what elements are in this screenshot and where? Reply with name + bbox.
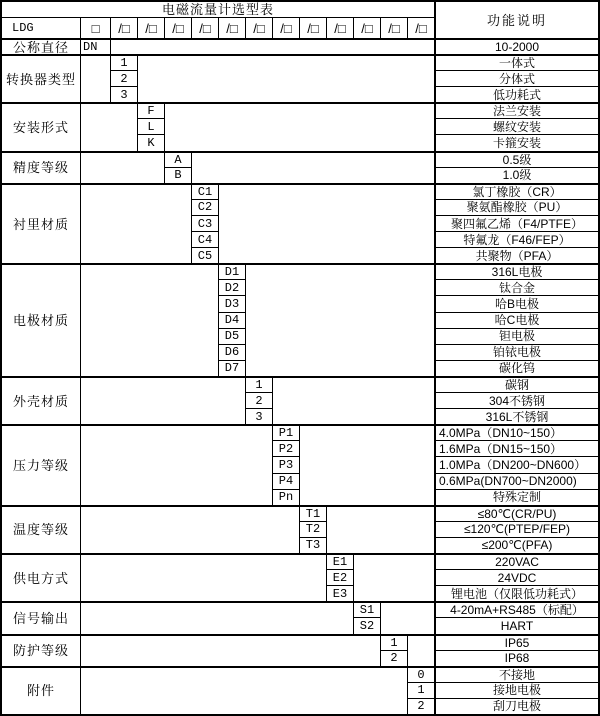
code-cell: T3	[299, 537, 326, 553]
model-code-box: /□	[407, 17, 434, 38]
spacer-cell	[80, 601, 353, 633]
code-cell: 2	[407, 698, 434, 714]
function-cell: 4-20mA+RS485（标配）	[434, 601, 598, 617]
code-cell: E3	[326, 585, 353, 601]
code-cell: 2	[110, 70, 137, 86]
spacer-cell	[245, 263, 434, 376]
category-label: 转换器类型	[2, 54, 80, 102]
model-code-box: /□	[353, 17, 380, 38]
code-cell: 1	[380, 634, 407, 650]
function-cell: 一体式	[434, 54, 598, 70]
category-label: 附件	[2, 666, 80, 714]
function-cell: ≤80℃(CR/PU)	[434, 505, 598, 521]
code-cell: E2	[326, 569, 353, 585]
model-prefix: LDG	[2, 17, 80, 38]
code-cell: D4	[218, 312, 245, 328]
function-cell: 氯丁橡胶（CR）	[434, 183, 598, 199]
model-code-box: /□	[110, 17, 137, 38]
function-cell: 聚四氟乙烯（F4/PTFE）	[434, 215, 598, 231]
function-cell: 接地电极	[434, 682, 598, 698]
code-cell: D5	[218, 328, 245, 344]
function-cell: IP68	[434, 650, 598, 666]
function-cell: 聚氨酯橡胶（PU）	[434, 199, 598, 215]
spacer-cell	[326, 505, 434, 553]
function-cell: 304不锈钢	[434, 392, 598, 408]
model-code-box: /□	[272, 17, 299, 38]
spacer-cell	[80, 634, 380, 666]
code-cell: T2	[299, 521, 326, 537]
function-cell: 220VAC	[434, 553, 598, 569]
code-cell: C3	[191, 215, 218, 231]
function-cell: ≤120℃(PTEP/FEP)	[434, 521, 598, 537]
spacer-cell	[80, 553, 326, 601]
code-cell: S2	[353, 617, 380, 633]
spacer-cell	[353, 553, 434, 601]
function-cell: 低功耗式	[434, 86, 598, 102]
code-cell: 0	[407, 666, 434, 682]
spacer-cell	[80, 183, 191, 264]
function-cell: HART	[434, 617, 598, 633]
model-digit-box: □	[80, 17, 110, 38]
function-cell: 24VDC	[434, 569, 598, 585]
model-code-box: /□	[326, 17, 353, 38]
spacer-cell	[80, 666, 407, 714]
code-cell: A	[164, 151, 191, 167]
spacer-cell	[137, 54, 434, 102]
function-cell: 铂铱电极	[434, 344, 598, 360]
function-cell: 螺纹安装	[434, 118, 598, 134]
category-label: 衬里材质	[2, 183, 80, 264]
code-cell: C5	[191, 247, 218, 263]
spacer-cell	[80, 102, 137, 150]
code-cell: 2	[245, 392, 272, 408]
code-cell: P1	[272, 424, 299, 440]
category-label: 安装形式	[2, 102, 80, 150]
code-cell: P4	[272, 473, 299, 489]
function-cell: 钛合金	[434, 279, 598, 295]
code-cell: Pn	[272, 489, 299, 505]
code-cell: D7	[218, 360, 245, 376]
category-label: 防护等级	[2, 634, 80, 666]
function-cell: 不接地	[434, 666, 598, 682]
spacer-cell	[80, 376, 245, 424]
function-cell: 哈C电极	[434, 312, 598, 328]
category-label: 温度等级	[2, 505, 80, 553]
model-code-box: /□	[299, 17, 326, 38]
function-cell: 316L不锈钢	[434, 408, 598, 424]
code-cell: 1	[110, 54, 137, 70]
spacer-cell	[299, 424, 434, 504]
spacer-cell	[110, 38, 434, 54]
code-cell: 1	[407, 682, 434, 698]
model-code-box: /□	[245, 17, 272, 38]
spacer-cell	[218, 183, 434, 264]
function-cell: 分体式	[434, 70, 598, 86]
code-cell: D6	[218, 344, 245, 360]
model-code-box: /□	[137, 17, 164, 38]
function-cell: 法兰安装	[434, 102, 598, 118]
function-cell: 刮刀电极	[434, 698, 598, 714]
code-cell: K	[137, 134, 164, 150]
code-cell: 2	[380, 650, 407, 666]
code-cell: D1	[218, 263, 245, 279]
model-code-box: /□	[191, 17, 218, 38]
code-cell: P3	[272, 456, 299, 472]
function-cell: ≤200℃(PFA)	[434, 537, 598, 553]
function-cell: 1.6MPa（DN15~150）	[434, 440, 598, 456]
category-label: 精度等级	[2, 151, 80, 183]
spacer-cell	[80, 424, 272, 504]
function-cell-diameter: 10-2000	[434, 38, 598, 54]
spacer-cell	[380, 601, 434, 633]
code-cell: B	[164, 167, 191, 183]
code-cell: S1	[353, 601, 380, 617]
code-cell: 3	[245, 408, 272, 424]
spacer-cell	[407, 634, 434, 666]
code-cell: L	[137, 118, 164, 134]
category-label: 信号输出	[2, 601, 80, 633]
function-cell: 碳钢	[434, 376, 598, 392]
function-cell: 特氟龙（F46/FEP）	[434, 231, 598, 247]
function-cell: 0.5级	[434, 151, 598, 167]
function-cell: 1.0级	[434, 167, 598, 183]
function-cell: 316L电极	[434, 263, 598, 279]
code-cell: F	[137, 102, 164, 118]
function-cell: 4.0MPa（DN10~150）	[434, 424, 598, 440]
function-cell: 共聚物（PFA）	[434, 247, 598, 263]
function-cell: 卡箍安装	[434, 134, 598, 150]
code-cell: D2	[218, 279, 245, 295]
function-cell: IP65	[434, 634, 598, 650]
category-label-diameter: 公称直径	[2, 38, 80, 54]
code-cell: 3	[110, 86, 137, 102]
code-cell: C1	[191, 183, 218, 199]
code-cell: T1	[299, 505, 326, 521]
code-cell: D3	[218, 295, 245, 311]
code-cell: 1	[245, 376, 272, 392]
function-cell: 1.0MPa（DN200~DN600）	[434, 456, 598, 472]
code-cell: C4	[191, 231, 218, 247]
function-cell: 哈B电极	[434, 295, 598, 311]
spacer-cell	[80, 505, 299, 553]
function-cell: 特殊定制	[434, 489, 598, 505]
function-cell: 碳化钨	[434, 360, 598, 376]
model-code-box: /□	[164, 17, 191, 38]
code-cell: C2	[191, 199, 218, 215]
function-cell: 钽电极	[434, 328, 598, 344]
code-cell: E1	[326, 553, 353, 569]
function-cell: 0.6MPa(DN700~DN2000)	[434, 473, 598, 489]
function-column-header: 功能说明	[434, 2, 598, 38]
spacer-cell	[164, 102, 434, 150]
spacer-cell	[191, 151, 434, 183]
spacer-cell	[80, 54, 110, 102]
function-cell: 锂电池（仅限低功耗式）	[434, 585, 598, 601]
code-cell: P2	[272, 440, 299, 456]
category-label: 电极材质	[2, 263, 80, 376]
category-label: 供电方式	[2, 553, 80, 601]
spacer-cell	[272, 376, 434, 424]
spacer-cell	[80, 263, 218, 376]
model-code-box: /□	[218, 17, 245, 38]
diameter-code-cell: DN	[80, 38, 110, 54]
model-code-box: /□	[380, 17, 407, 38]
category-label: 压力等级	[2, 424, 80, 504]
spacer-cell	[80, 151, 164, 183]
category-label: 外壳材质	[2, 376, 80, 424]
page-title: 电磁流量计选型表	[161, 2, 274, 17]
